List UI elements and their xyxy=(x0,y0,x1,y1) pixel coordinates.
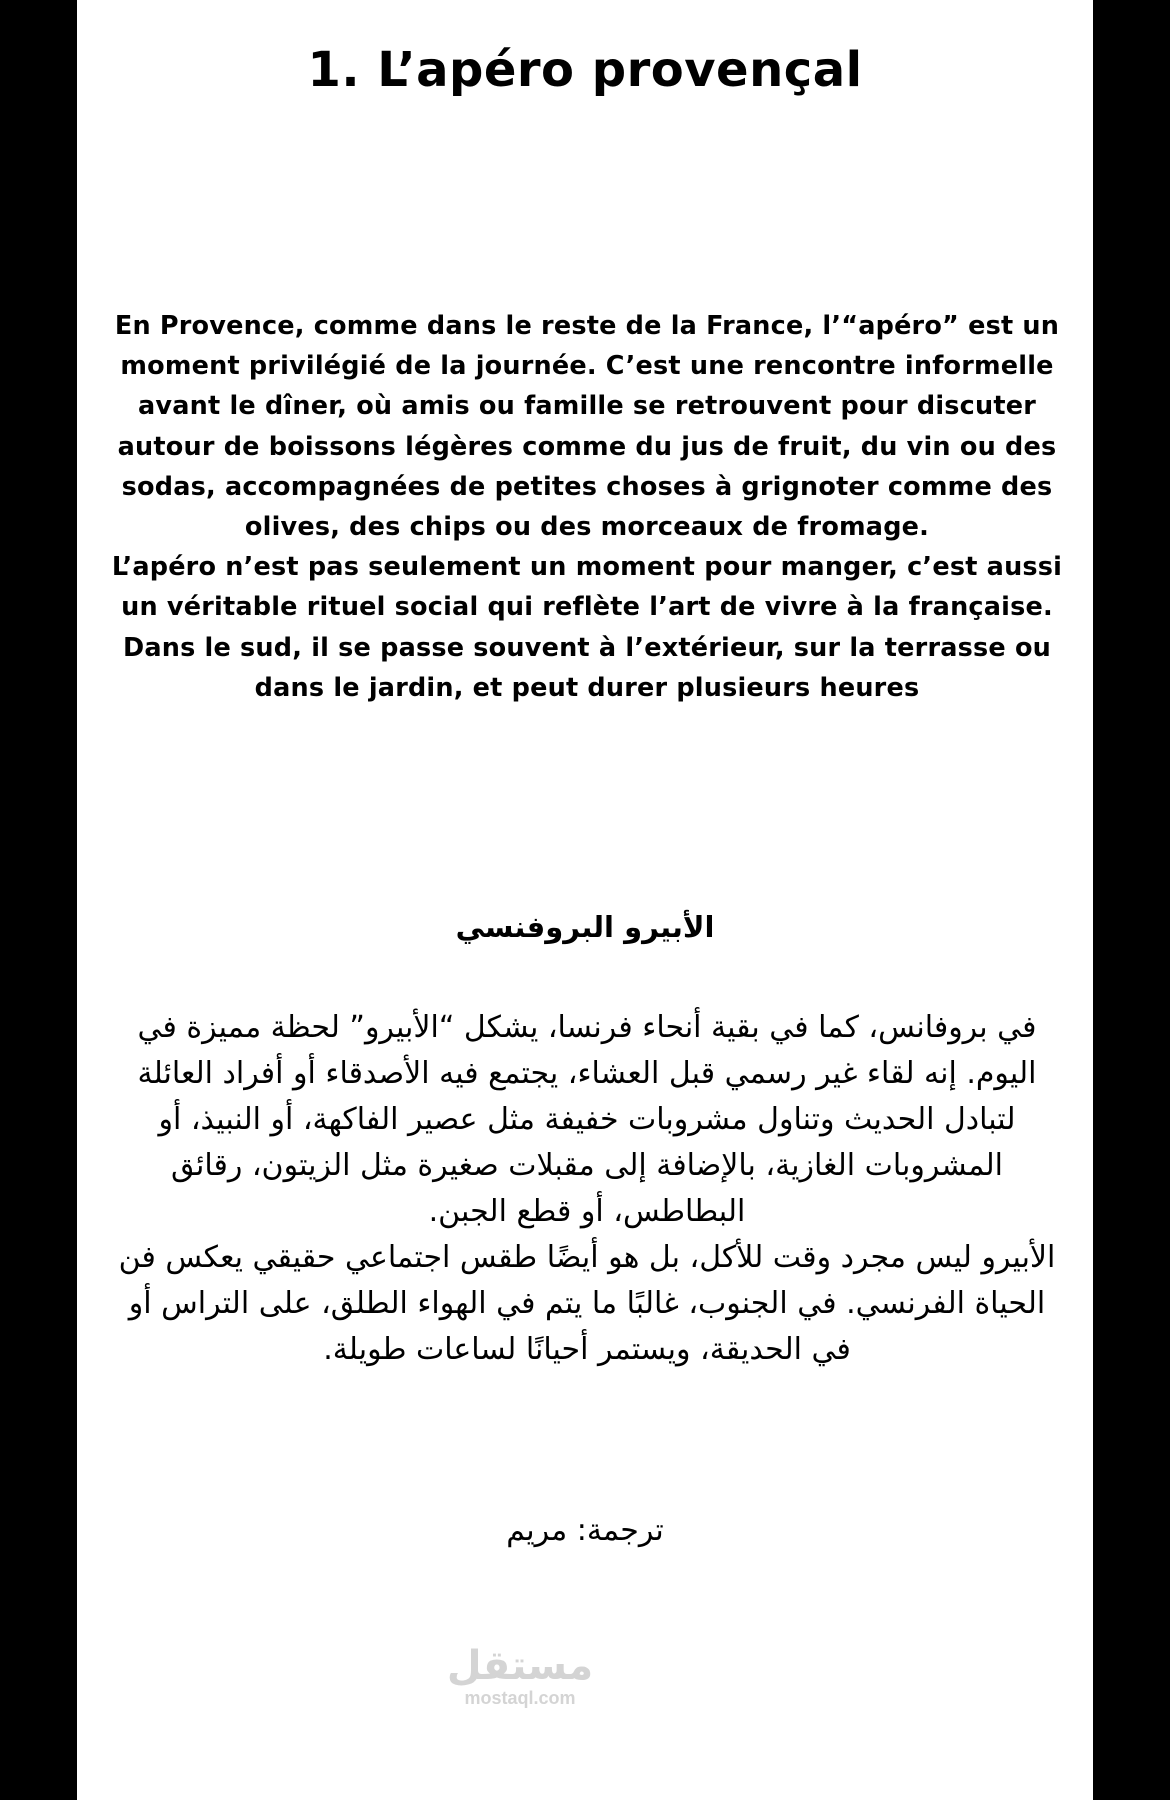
arabic-paragraph-1: في بروفانس، كما في بقية أنحاء فرنسا، يشكل “الأبيرو” لحظة مميزة في اليوم. إنه لقاء غير رسمي قبل العشاء، يجتمع فيه الأصدقاء أو أفراد العائلة لتبادل الحديث وتناول مشروبات خفيفة مثل عصير الفاكهة، أو النبيذ، أو المشروبات الغازية، بالإضافة إلى مقبلات صغيرة مثل الزيتون، رقائق البطاطس، أو قطع الجبن. xyxy=(137,1010,1037,1229)
arabic-text-block xyxy=(111,1005,1063,1373)
mostaql-watermark xyxy=(405,1644,635,1708)
french-paragraph-2: L’apéro n’est pas seulement un moment pour manger, c’est aussi un véritable rituel social qui reflète l’art de vivre à la française. Dans le sud, il se passe souvent à l’extérieur, sur la terrasse ou dans le jardin, et peut durer plusieurs heures xyxy=(111,552,1063,703)
watermark-logo: مستقل xyxy=(446,1643,594,1689)
french-paragraph-1: En Provence, comme dans le reste de la France, l’“apéro” est un moment privilégié de la journée. C’est une rencontre informelle avant le dîner, où amis ou famille se retrouvent pour discuter autour de boissons légères comme du jus de fruit, du vin ou des sodas, accompagnées de petites choses à grignoter comme des olives, des chips ou des morceaux de fromage. xyxy=(114,311,1060,543)
arabic-paragraph-2: الأبيرو ليس مجرد وقت للأكل، بل هو أيضًا طقس اجتماعي حقيقي يعكس فن الحياة الفرنسي. في الجنوب، غالبًا ما يتم في الهواء الطلق، على التراس أو في الحديقة، ويستمر أحيانًا لساعات طويلة. xyxy=(118,1240,1056,1367)
watermark-url: mostaql.com xyxy=(464,1688,576,1708)
french-text-block xyxy=(107,306,1067,708)
translator-credit: ترجمة: مريم xyxy=(506,1513,664,1548)
arabic-title: الأبيرو البروفنسي xyxy=(455,910,715,944)
page-title: 1. L’apéro provençal xyxy=(307,42,863,98)
document-page xyxy=(75,0,1095,1800)
